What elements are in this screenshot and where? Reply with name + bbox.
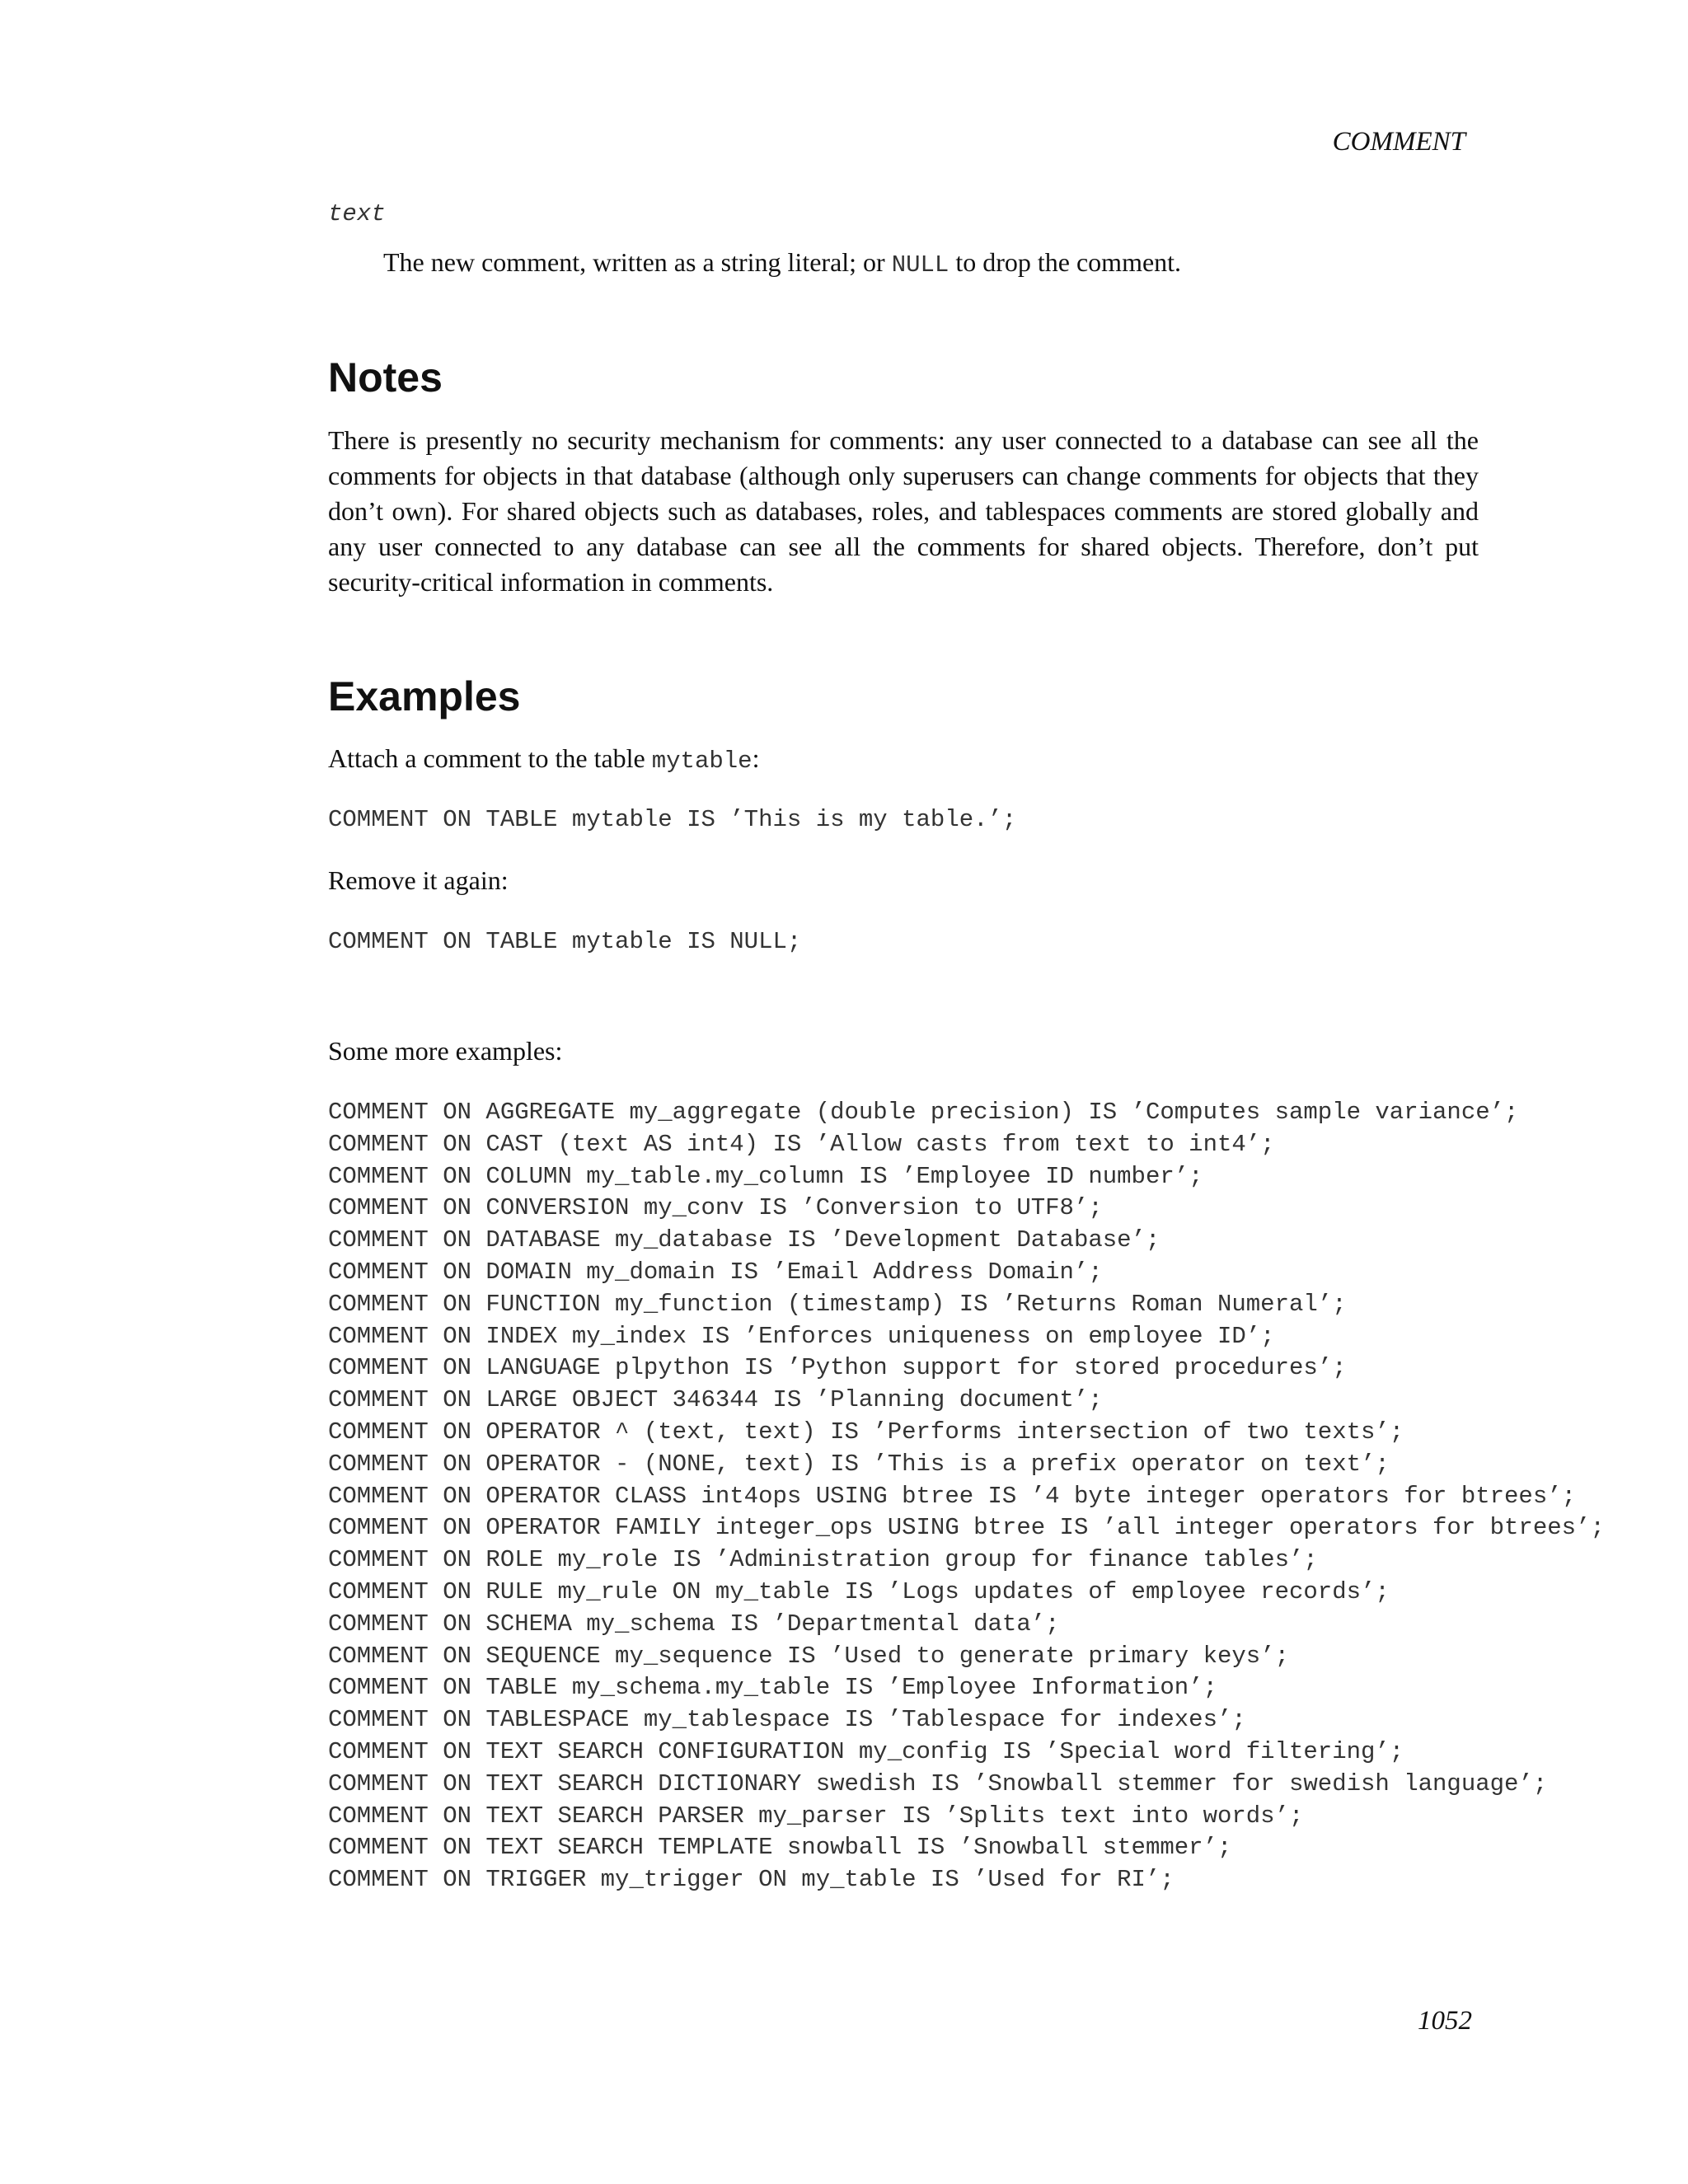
notes-heading: Notes xyxy=(328,354,443,401)
code-block-more-examples xyxy=(328,1097,1605,1896)
page-number: 1052 xyxy=(1418,2006,1472,2036)
parameter-description xyxy=(383,246,1496,282)
code-line: COMMENT ON DATABASE my_database IS ’Development Database’; xyxy=(328,1226,1160,1254)
code-line: COMMENT ON SCHEMA my_schema IS ’Departmental data’; xyxy=(328,1610,1060,1638)
code-line: COMMENT ON AGGREGATE my_aggregate (double precision) IS ’Computes sample variance’; xyxy=(328,1099,1519,1126)
code-line: COMMENT ON SEQUENCE my_sequence IS ’Used to generate primary keys’; xyxy=(328,1642,1289,1670)
code-line: COMMENT ON TABLESPACE my_tablespace IS ’Tablespace for indexes’; xyxy=(328,1706,1246,1734)
parameter-description-text: The new comment, written as a string literal; or xyxy=(383,247,892,277)
attach-text: Attach a comment to the table xyxy=(328,743,652,773)
code-line: COMMENT ON OPERATOR ^ (text, text) IS ’Performs intersection of two texts’; xyxy=(328,1418,1404,1446)
null-literal: NULL xyxy=(891,251,950,279)
attach-colon: : xyxy=(752,743,760,773)
code-line: COMMENT ON TEXT SEARCH CONFIGURATION my_config IS ’Special word filtering’; xyxy=(328,1737,1404,1765)
running-header-title: COMMENT xyxy=(1332,127,1465,157)
remove-paragraph: Remove it again: xyxy=(328,865,509,895)
code-block-attach: COMMENT ON TABLE mytable IS ’This is my table.’; xyxy=(328,806,1017,833)
code-line: COMMENT ON LANGUAGE plpython IS ’Python support for stored procedures’; xyxy=(328,1354,1347,1382)
code-line: COMMENT ON OPERATOR - (NONE, text) IS ’This is a prefix operator on text’; xyxy=(328,1450,1390,1478)
notes-paragraph: There is presently no security mechanism for comments: any user connected to a database can see all the comments for objects in that database (although only superusers can change comments for objects that they don’t own). For shared objects such as databases, roles, and tablespaces comments are stored globally and any user connected to any database can see all the comments for shared objects. Therefore, don’t put security-critical information in comments. xyxy=(328,425,1479,597)
more-examples-paragraph: Some more examples: xyxy=(328,1036,563,1066)
code-line: COMMENT ON LARGE OBJECT 346344 IS ’Planning document’; xyxy=(328,1386,1103,1414)
code-line: COMMENT ON ROLE my_role IS ’Administration group for finance tables’; xyxy=(328,1546,1318,1574)
code-line: COMMENT ON TEXT SEARCH PARSER my_parser IS ’Splits text into words’; xyxy=(328,1802,1304,1830)
attach-paragraph xyxy=(328,742,759,778)
examples-heading: Examples xyxy=(328,673,521,719)
code-line: COMMENT ON CAST (text AS int4) IS ’Allow casts from text to int4’; xyxy=(328,1130,1275,1158)
code-line: COMMENT ON COLUMN my_table.my_column IS ’Employee ID number’; xyxy=(328,1162,1203,1190)
code-line: COMMENT ON CONVERSION my_conv IS ’Conversion to UTF8’; xyxy=(328,1194,1103,1222)
code-line: COMMENT ON TEXT SEARCH TEMPLATE snowball IS ’Snowball stemmer’; xyxy=(328,1834,1232,1862)
code-line: COMMENT ON TEXT SEARCH DICTIONARY swedish IS ’Snowball stemmer for swedish language’; xyxy=(328,1769,1548,1797)
code-line: COMMENT ON OPERATOR CLASS int4ops USING btree IS ’4 byte integer operators for btrees’; xyxy=(328,1482,1577,1510)
code-line: COMMENT ON TRIGGER my_trigger ON my_table IS ’Used for RI’; xyxy=(328,1866,1175,1894)
code-line: COMMENT ON TABLE my_schema.my_table IS ’Employee Information’; xyxy=(328,1674,1217,1702)
parameter-term: text xyxy=(328,200,386,227)
code-line: COMMENT ON FUNCTION my_function (timestamp) IS ’Returns Roman Numeral’; xyxy=(328,1290,1347,1318)
code-block-remove: COMMENT ON TABLE mytable IS NULL; xyxy=(328,928,802,955)
code-line: COMMENT ON OPERATOR FAMILY integer_ops USING btree IS ’all integer operators for btrees’; xyxy=(328,1514,1605,1542)
mytable-literal: mytable xyxy=(651,748,753,775)
code-line: COMMENT ON DOMAIN my_domain IS ’Email Address Domain’; xyxy=(328,1258,1103,1286)
parameter-description-tail: to drop the comment. xyxy=(949,247,1182,277)
code-line: COMMENT ON RULE my_rule ON my_table IS ’Logs updates of employee records’; xyxy=(328,1577,1390,1605)
code-line: COMMENT ON INDEX my_index IS ’Enforces uniqueness on employee ID’; xyxy=(328,1322,1275,1350)
